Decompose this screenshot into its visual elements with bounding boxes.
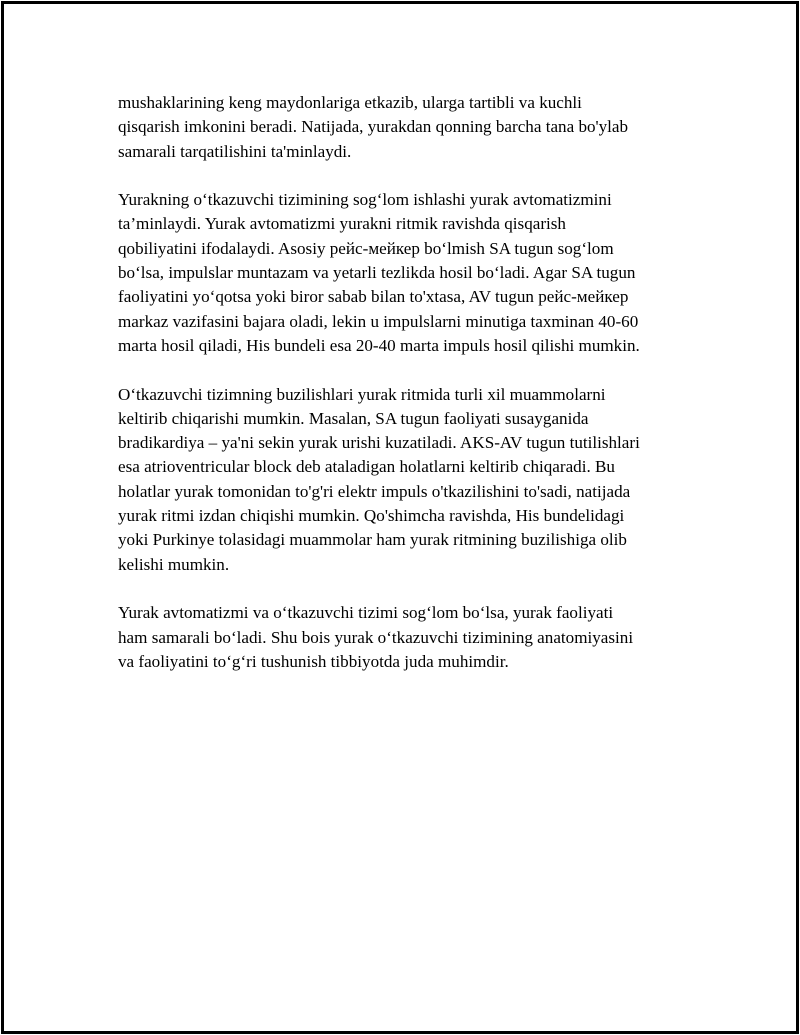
paragraph-2: Yurakning o‘tkazuvchi tizimining sog‘lom ishlashi yurak avtomatizmini ta’minlaydi. Yurak avtomatizmi yurakni ritmik ravishda qisqarish qobiliyatini ifodalaydi. Asosiy рейс-мейкер bo‘lmish SA tugun sog‘lom bo‘lsa, impulslar muntazam va yetarli tezlikda hosil bo‘ladi. Agar SA tugun faoliyatini yo‘qotsa yoki biror sabab bilan to'xtasa, AV tugun рейс-мейкер markaz vazifasini bajara oladi, lekin u impulslarni minutiga taxminan 40-60 marta hosil qiladi, His bundeli esa 20-40 marta impuls hosil qilishi mumkin. <box>118 190 640 355</box>
document-body <box>118 91 708 698</box>
paragraph-1: mushaklarining keng maydonlariga etkazib, ularga tartibli va kuchli qisqarish imkonini beradi. Natijada, yurakdan qonning barcha tana bo'ylab samarali tarqatilishini ta'minlaydi. <box>118 93 629 161</box>
paragraph-4: Yurak avtomatizmi va o‘tkazuvchi tizimi sog‘lom bo‘lsa, yurak faoliyati ham samarali bo‘ladi. Shu bois yurak o‘tkazuvchi tizimining anatomiyasini va faoliyatini to‘g‘ri tushunish tibbiyotda juda muhimdir. <box>118 603 634 671</box>
paragraph-3: O‘tkazuvchi tizimning buzilishlari yurak ritmida turli xil muammolarni keltirib chiqarishi mumkin. Masalan, SA tugun faoliyati susayganida bradikardiya – ya'ni sekin yurak urishi kuzatiladi. AKS-AV tugun tutilishlari esa atrioventricular block deb ataladigan holatlarni keltirib chiqaradi. Bu holatlar yurak tomonidan to'g'ri elektr impuls o'tkazilishini to'sadi, natijada yurak ritmi izdan chiqishi mumkin. Qo'shimcha ravishda, His bundelidagi yoki Purkinye tolasidagi muammolar ham yurak ritmining buzilishiga olib kelishi mumkin. <box>118 384 640 574</box>
